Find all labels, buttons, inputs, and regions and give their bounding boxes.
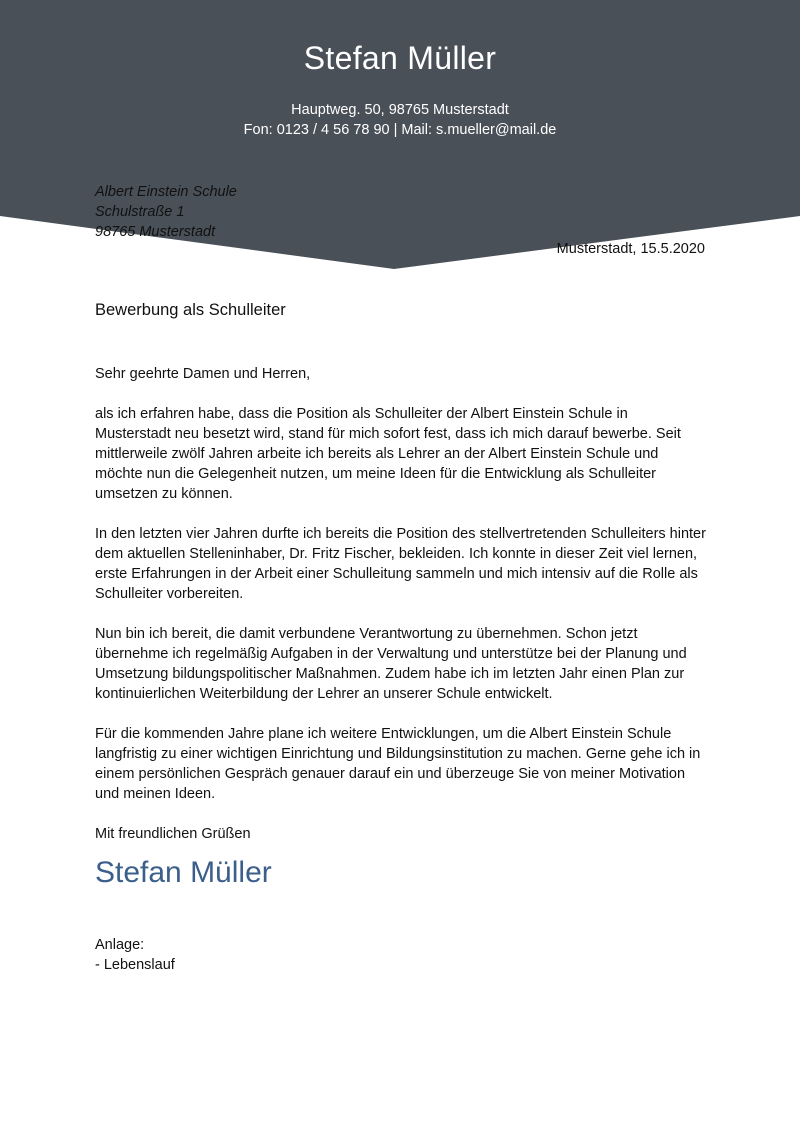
recipient-address (95, 182, 237, 242)
body-paragraph: als ich erfahren habe, dass die Position als Schulleiter der Albert Einstein Schule in Musterstadt neu besetzt wird, stand für mich sofort fest, dass ich mich darauf bewerbe. Seit mittlerweile zwölf Jahren arbeite ich bereits als Lehrer an der Albert Einstein Schule und möchte nun die Gelegenheit nutzen, um meine Ideen für die Entwicklung als Schulleiter umsetzen zu können. (95, 406, 681, 502)
body-paragraph: In den letzten vier Jahren durfte ich bereits die Position des stellvertretenden Schulleiters hinter dem aktuellen Stelleninhaber, Dr. Fritz Fischer, bekleiden. Ich konnte in dieser Zeit viel lernen, erste Erfahrungen in der Arbeit einer Schulleitung sammeln und mich intensiv auf die Rolle als Schulleiter vorbereiten. (95, 526, 706, 602)
body-paragraph: Für die kommenden Jahre plane ich weitere Entwicklungen, um die Albert Einstein Schule langfristig zu einer wichtigen Einrichtung und Bildungsinstitution zu machen. Gerne gehe ich in einem persönlichen Gespräch genauer darauf ein und überzeuge Sie von meiner Motivation und meinen Ideen. (95, 726, 701, 802)
attachment-item: - Lebenslauf (95, 957, 175, 973)
sender-name: Stefan Müller (303, 40, 497, 76)
attachments (95, 935, 175, 975)
subject-line: Bewerbung als Schulleiter (95, 301, 286, 319)
salutation: Sehr geehrte Damen und Herren, (95, 366, 311, 382)
signature: Stefan Müller (95, 856, 272, 889)
sender-contact: Fon: 0123 / 4 56 78 90 | Mail: s.mueller@mail.de (243, 122, 557, 138)
attachments-label: Anlage: (95, 937, 145, 953)
date-line: Musterstadt, 15.5.2020 (556, 241, 705, 257)
closing: Mit freundlichen Grüßen (95, 826, 251, 842)
body-paragraph: Nun bin ich bereit, die damit verbundene Verantwortung zu übernehmen. Schon jetzt übernehme ich regelmäßig Aufgaben in der Verwaltung und unterstütze bei der Planung und Umsetzung bildungspolitischer Maßnahmen. Zudem habe ich im letzten Jahr einen Plan zur kontinuierlichen Weiterbildung der Lehrer an unserer Schule entwickelt. (95, 626, 687, 702)
letter-body (95, 364, 707, 864)
recipient-line: 98765 Musterstadt (95, 224, 216, 240)
recipient-line: Schulstraße 1 (95, 204, 185, 220)
recipient-line: Albert Einstein Schule (95, 184, 237, 200)
sender-address: Hauptweg. 50, 98765 Musterstadt (291, 102, 509, 118)
